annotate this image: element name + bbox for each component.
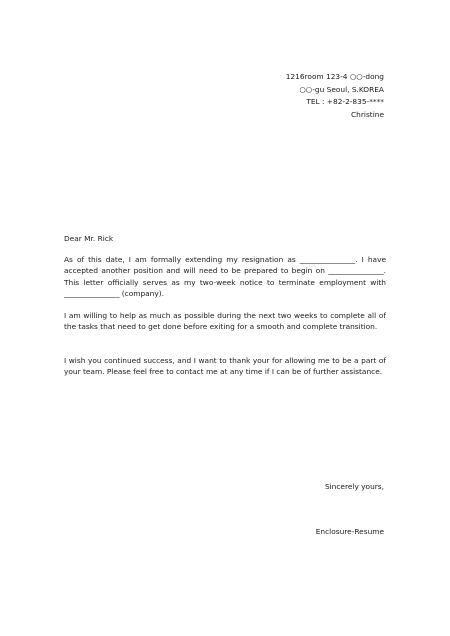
address-line-2: ○○-gu Seoul, S.KOREA bbox=[299, 84, 384, 94]
salutation: Dear Mr. Rick bbox=[64, 234, 114, 243]
enclosure-note: Enclosure-Resume bbox=[315, 527, 384, 536]
phone-number: TEL : +82-2-835-**** bbox=[306, 97, 384, 107]
paragraph-3: I wish you continued success, and I want to thank your for allowing me to be a part of your team. Please feel free to contact me at any time if I can be of further assistance. bbox=[64, 356, 386, 377]
closing: Sincerely yours, bbox=[324, 482, 384, 491]
address-line-1: 1216room 123-4 ○○-dong bbox=[285, 72, 384, 81]
sender-name: Christine bbox=[351, 109, 384, 119]
sender-address-block bbox=[286, 71, 384, 121]
paragraph-1: As of this date, I am formally extending my resignation as _______________. I have accepted another position and will need to be prepared to begin on _______________. This letter officially serves as my two-week notice to terminate employment with _______________ (company). bbox=[64, 255, 386, 299]
paragraph-2: I am willing to help as much as possible during the next two weeks to complete all of the tasks that need to get done before exiting for a smooth and complete transition. bbox=[64, 311, 386, 332]
